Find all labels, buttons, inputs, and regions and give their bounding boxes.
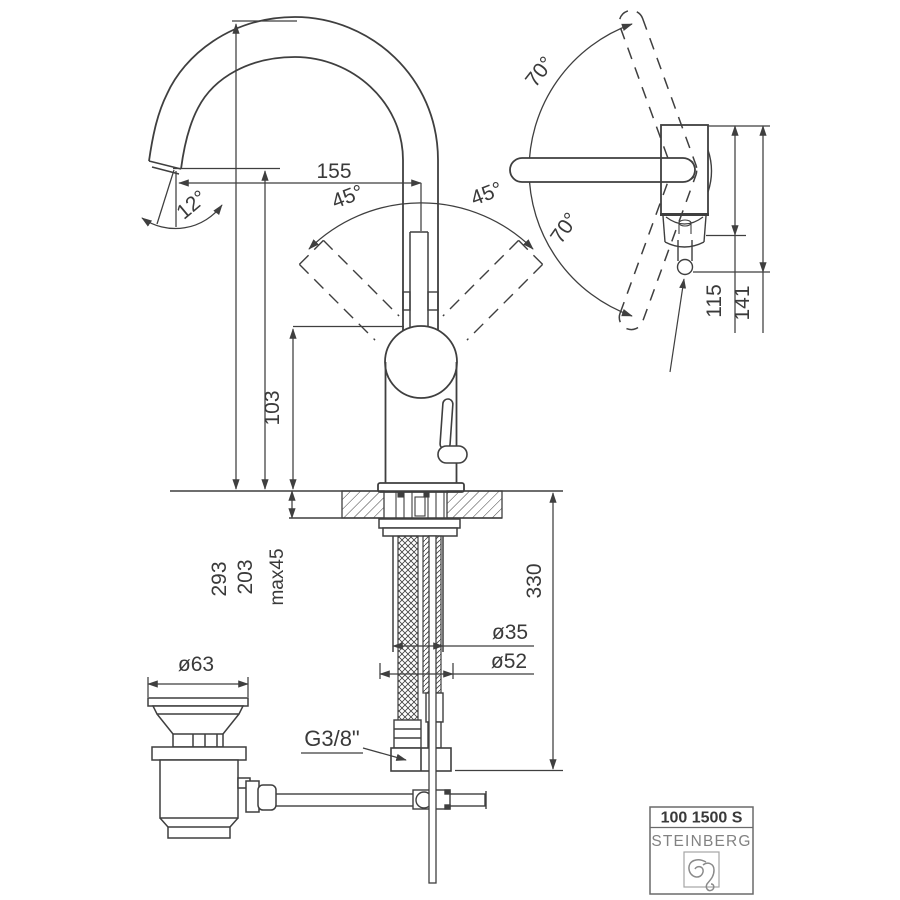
dim-swivel-left: 45° <box>328 180 367 214</box>
lever-handle-side <box>510 158 695 182</box>
lever-handle-front <box>438 399 467 463</box>
dim-below-deck-length: 330 <box>523 563 546 599</box>
pop-up-drain <box>148 698 276 838</box>
pull-rod <box>429 536 436 883</box>
dim-total-height: 141 <box>731 285 754 321</box>
dim-shank-diameter: ø35 <box>491 621 529 644</box>
hose-connectors <box>391 748 451 771</box>
outlet-leader-line <box>670 279 684 372</box>
swivel-range-dashed-left <box>299 240 399 340</box>
dim-lever-down-angle: 70° <box>546 208 584 248</box>
swivel-range-dashed-right <box>443 240 543 340</box>
dim-swivel-right: 45° <box>467 177 506 211</box>
countertop <box>170 491 563 518</box>
dim-deck-thickness: max45 <box>267 548 288 606</box>
product-code: 100 1500 S <box>660 809 743 827</box>
dim-spout-angle: 12° <box>172 186 212 225</box>
dim-lever-up-angle: 70° <box>521 52 559 92</box>
cartridge-ball <box>385 326 457 398</box>
dim-cartridge-height: 103 <box>261 390 284 426</box>
brand-name: STEINBERG <box>651 833 752 850</box>
spout-neck <box>403 232 438 328</box>
spout-curve <box>149 17 438 331</box>
mounting-shank <box>396 492 444 518</box>
dim-drain-diameter: ø63 <box>177 653 215 676</box>
dim-outlet-height: 203 <box>234 559 257 595</box>
aerator <box>660 215 709 248</box>
dim-body-diameter: ø52 <box>490 650 528 673</box>
supply-hose-braided <box>398 536 418 747</box>
dim-hose-thread: G3/8" <box>304 726 360 751</box>
drain-rod-horizontal <box>263 791 486 809</box>
mounting-washers <box>379 519 460 536</box>
dim-aerator-height: 115 <box>703 284 726 318</box>
title-block <box>650 807 753 894</box>
water-outlet-stream <box>678 240 693 275</box>
dim-spout-top-height: 293 <box>208 561 231 597</box>
dim-spout-reach: 155 <box>316 160 352 183</box>
